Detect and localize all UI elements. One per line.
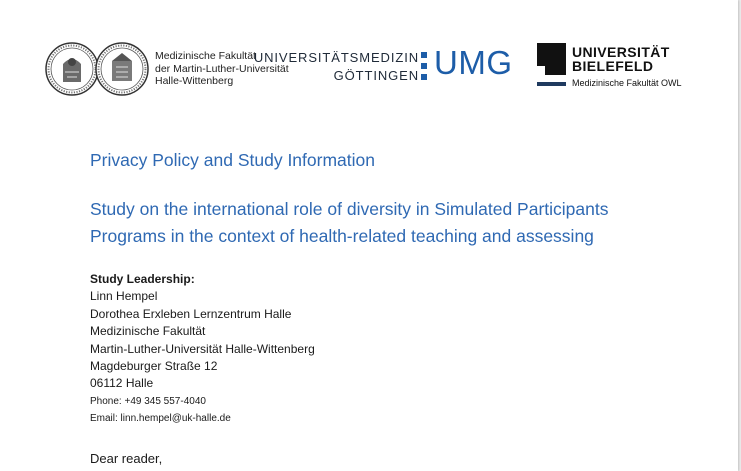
- bielefeld-faculty: Medizinische Fakultät OWL: [572, 78, 682, 88]
- faculty-seal-icon: [95, 42, 149, 96]
- bielefeld-mark-icon: [537, 43, 566, 75]
- bielefeld-bar: [537, 82, 566, 86]
- umg-logo: [253, 44, 513, 83]
- study-title-line-1: Study on the international role of diversity in Simulated Participants: [90, 199, 609, 219]
- halle-line-3: Halle-Wittenberg: [155, 75, 234, 88]
- leader-name: Linn Hempel: [90, 289, 158, 304]
- bielefeld-line-1: UNIVERSITÄT: [572, 44, 670, 60]
- leader-street: Magdeburger Straße 12: [90, 359, 218, 374]
- umg-line-1: UNIVERSITÄTSMEDIZIN: [253, 50, 419, 65]
- umg-name: [254, 49, 419, 85]
- umg-wordmark: UMG: [434, 44, 513, 81]
- study-title: [90, 196, 608, 250]
- umg-dots-icon: [421, 52, 429, 80]
- umg-line-2: GÖTTINGEN: [333, 68, 419, 83]
- leader-phone: Phone: +49 345 557-4040: [90, 395, 206, 407]
- leader-city: 06112 Halle: [90, 376, 154, 391]
- leader-email: Email: linn.hempel@uk-halle.de: [90, 412, 231, 424]
- university-seal-icon: [45, 42, 99, 96]
- bielefeld-logo: [537, 43, 712, 93]
- leader-university: Martin-Luther-Universität Halle-Wittenberg: [90, 341, 315, 356]
- halle-line-1: Medizinische Fakultät: [155, 50, 256, 62]
- bielefeld-name: [572, 45, 670, 73]
- halle-logo: [45, 42, 289, 98]
- leader-center: Dorothea Erxleben Lernzentrum Halle: [90, 306, 292, 321]
- leader-faculty: Medizinische Fakultät: [90, 324, 206, 339]
- halle-line-2: der Martin-Luther-Universität: [155, 62, 289, 75]
- study-title-line-2: Programs in the context of health-related teaching and assessing: [90, 226, 594, 246]
- leadership-label: Study Leadership:: [90, 272, 195, 286]
- greeting: Dear reader,: [90, 451, 163, 466]
- study-leadership: [90, 271, 315, 427]
- bielefeld-line-2: BIELEFELD: [572, 58, 654, 74]
- document-title: Privacy Policy and Study Information: [90, 150, 375, 170]
